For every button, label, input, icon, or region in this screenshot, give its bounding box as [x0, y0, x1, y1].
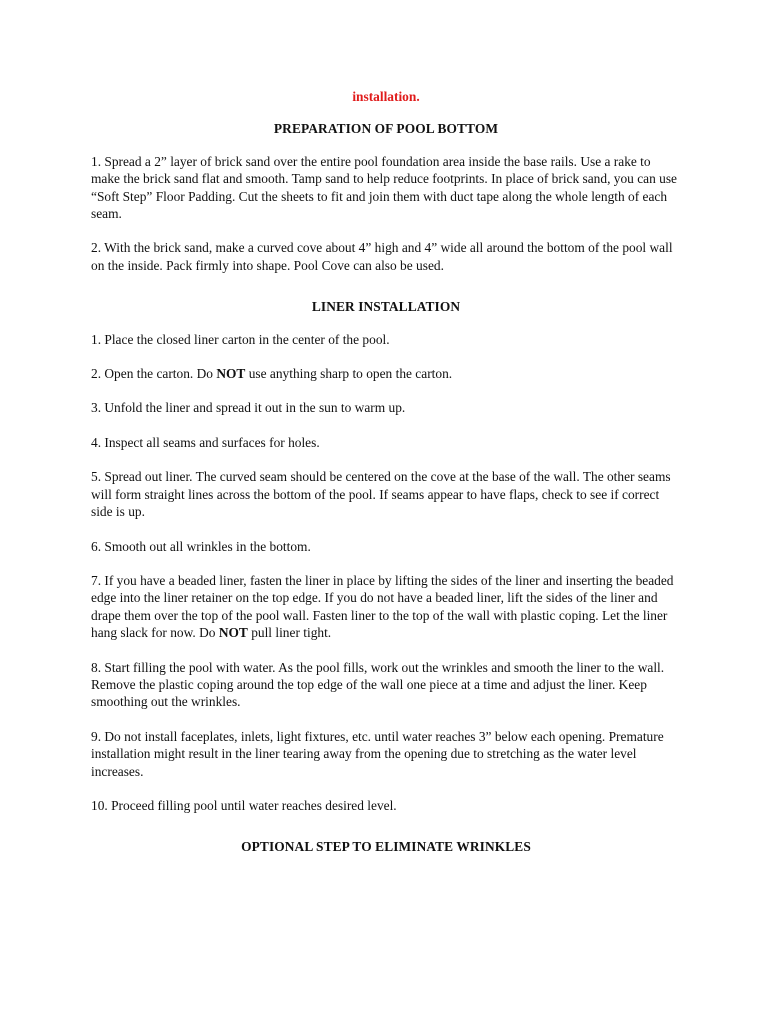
step-8: 8. Start filling the pool with water. As the pool fills, work out the wrinkles and smooth the liner to the wall. Remove the plastic coping around the top edge of the wall one piece at a time and adjust the liner. Keep smoothing out the wrinkles. [91, 659, 665, 710]
step-10: 10. Proceed filling pool until water reaches desired level. [91, 797, 397, 813]
step-7-text-c: pull liner tight. [247, 625, 332, 641]
step-3: 3. Unfold the liner and spread it out in the sun to warm up. [91, 400, 406, 416]
step-9: 9. Do not install faceplates, inlets, light fixtures, etc. until water reaches 3” below each opening. Premature installation might result in the liner tearing away from the opening due to stretching as the water level increases. [91, 728, 664, 779]
step-7-text-a: 7. If you have a beaded liner, fasten the liner in place by lifting the sides of the liner and inserting the beaded edge into the liner retainer on the top edge. If you do not have a beaded liner, lift the sides of the liner and drape them over the top of the pool wall. Fasten liner to the top of the wall with plastic coping. Let the liner hang slack for now. Do [91, 572, 674, 641]
paragraph-preparation-2: 2. With the brick sand, make a curved cove about 4” high and 4” wide all around the bottom of the pool wall on the inside. Pack firmly into shape. Pool Cove can also be used. [91, 240, 673, 273]
top-heading: installation. [352, 89, 420, 104]
paragraph-preparation-1: 1. Spread a 2” layer of brick sand over the entire pool foundation area inside the base rails. Use a rake to make the brick sand flat and smooth. Tamp sand to help reduce footprints. In place of brick sand, you can use “Soft Step” Floor Padding. Cut the sheets to fit and join them with duct tape along the whole length of each seam. [91, 153, 677, 222]
step-7-emphasis: NOT [218, 625, 248, 641]
step-1: 1. Place the closed liner carton in the center of the pool. [91, 331, 390, 347]
section-title-liner-installation: LINER INSTALLATION [311, 299, 461, 315]
section-title-preparation: PREPARATION OF POOL BOTTOM [273, 121, 499, 137]
step-6: 6. Smooth out all wrinkles in the bottom. [91, 538, 311, 554]
step-2-text-a: 2. Open the carton. Do [91, 366, 217, 382]
step-2-emphasis: NOT [216, 366, 246, 382]
step-5: 5. Spread out liner. The curved seam should be centered on the cove at the base of the wall. The other seams will form straight lines across the bottom of the pool. If seams appear to have flaps, check to see if correct side is up. [91, 469, 671, 520]
document-content [91, 88, 681, 871]
section-title-optional-step: OPTIONAL STEP TO ELIMINATE WRINKLES [241, 839, 531, 855]
step-2-text-c: use anything sharp to open the carton. [245, 366, 453, 382]
step-7 [91, 572, 681, 642]
step-2 [91, 365, 681, 382]
step-4: 4. Inspect all seams and surfaces for holes. [91, 434, 320, 450]
